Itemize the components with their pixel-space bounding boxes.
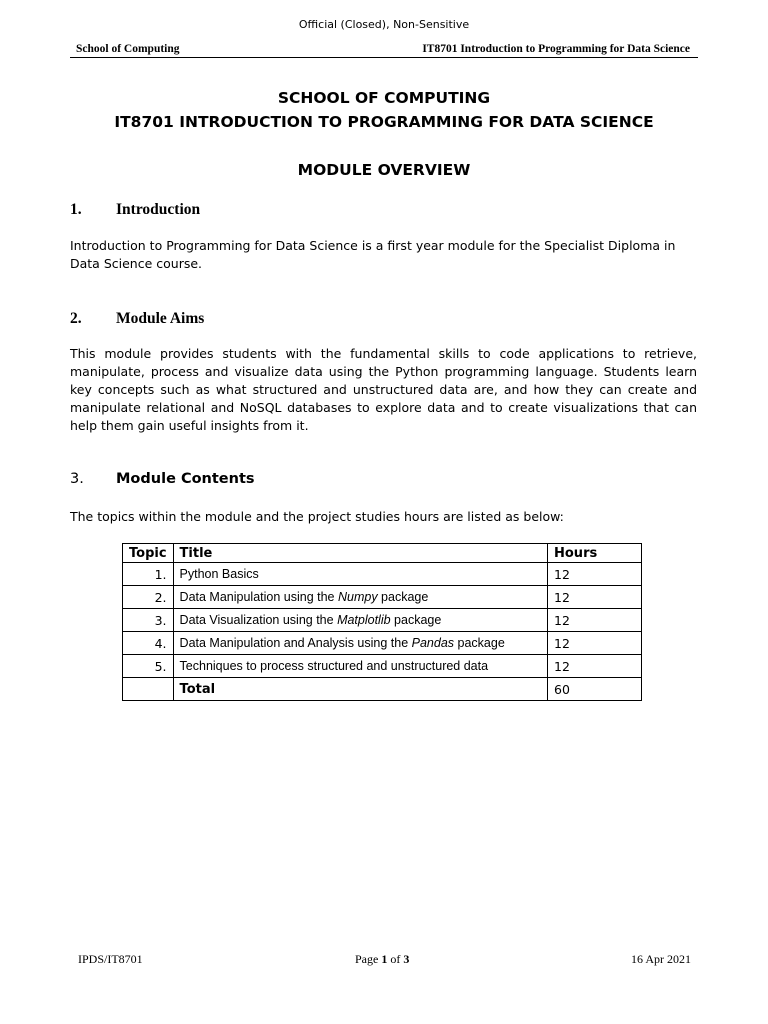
- table-total-row: [123, 678, 642, 701]
- section-3-title: Module Contents: [116, 471, 255, 487]
- page-header: [70, 43, 698, 58]
- title-suffix: package: [454, 636, 505, 650]
- page-total: 3: [403, 952, 410, 966]
- row-topic: 2.: [123, 586, 174, 609]
- row-topic: 1.: [123, 563, 174, 586]
- row-hours: 12: [548, 586, 642, 609]
- table-row: [123, 586, 642, 609]
- section-2-title: Module Aims: [116, 310, 205, 327]
- row-hours: 12: [548, 655, 642, 678]
- row-topic: 5.: [123, 655, 174, 678]
- section-2-number: 2.: [70, 310, 82, 327]
- classification-label: Official (Closed), Non-Sensitive: [298, 18, 470, 31]
- header-school: School of Computing: [76, 43, 180, 55]
- section-1-number: 1.: [70, 201, 82, 218]
- package-name: Matplotlib: [337, 613, 391, 627]
- title-overview: MODULE OVERVIEW: [297, 161, 471, 179]
- topics-table: [122, 543, 642, 701]
- title-text: Data Visualization using the: [179, 613, 338, 627]
- title-text: Python Basics: [179, 567, 259, 581]
- row-title: [173, 632, 547, 655]
- row-topic: 3.: [123, 609, 174, 632]
- footer-date: 16 Apr 2021: [631, 952, 691, 966]
- page-of: of: [387, 952, 404, 966]
- section-1-title: Introduction: [116, 201, 201, 218]
- row-hours: 12: [548, 563, 642, 586]
- page-current: 1: [381, 952, 388, 966]
- title-text: Techniques to process structured and unstructured data: [179, 659, 489, 673]
- total-hours: 60: [548, 678, 642, 701]
- row-title: [173, 609, 547, 632]
- package-name: Numpy: [337, 590, 378, 604]
- row-title: [173, 655, 547, 678]
- total-empty-cell: [123, 678, 174, 701]
- total-label: Total: [173, 678, 547, 701]
- row-hours: 12: [548, 632, 642, 655]
- section-3-body: The topics within the module and the project studies hours are listed as below:: [70, 509, 564, 524]
- title-text: Data Manipulation using the: [179, 590, 338, 604]
- table-header-row: [123, 544, 642, 563]
- page-prefix: Page: [355, 952, 382, 966]
- header-title: Title: [173, 544, 547, 563]
- table-row: [123, 655, 642, 678]
- package-name: Pandas: [411, 636, 455, 650]
- title-module: IT8701 INTRODUCTION TO PROGRAMMING FOR DATA SCIENCE: [114, 113, 654, 131]
- footer-code: IPDS/IT8701: [78, 952, 143, 966]
- title-school: SCHOOL OF COMPUTING: [277, 89, 491, 107]
- table-row: [123, 609, 642, 632]
- title-suffix: package: [377, 590, 429, 604]
- title-text: Data Manipulation and Analysis using the: [179, 636, 412, 650]
- page-number: [355, 952, 409, 967]
- header-module: IT8701 Introduction to Programming for Data Science: [422, 43, 690, 55]
- table-row: [123, 563, 642, 586]
- header-topic: Topic: [123, 544, 174, 563]
- row-hours: 12: [548, 609, 642, 632]
- header-hours: Hours: [548, 544, 642, 563]
- row-title: [173, 563, 547, 586]
- row-title: [173, 586, 547, 609]
- row-topic: 4.: [123, 632, 174, 655]
- section-3-number: 3.: [70, 471, 84, 487]
- table-row: [123, 632, 642, 655]
- title-suffix: package: [390, 613, 442, 627]
- section-2-body: This module provides students with the fundamental skills to code applications to retrieve, manipulate, process and visualize data using the Python programming language. Students learn key concepts such as what structured and unstructured data are, and how they can create and manipulate relational and NoSQL databases to explore data and to create visualizations that can help them gain useful insights from it.: [70, 346, 697, 433]
- page-footer: [70, 952, 698, 968]
- section-1-body: Introduction to Programming for Data Science is a first year module for the Specialist Diploma in Data Science course.: [70, 238, 676, 271]
